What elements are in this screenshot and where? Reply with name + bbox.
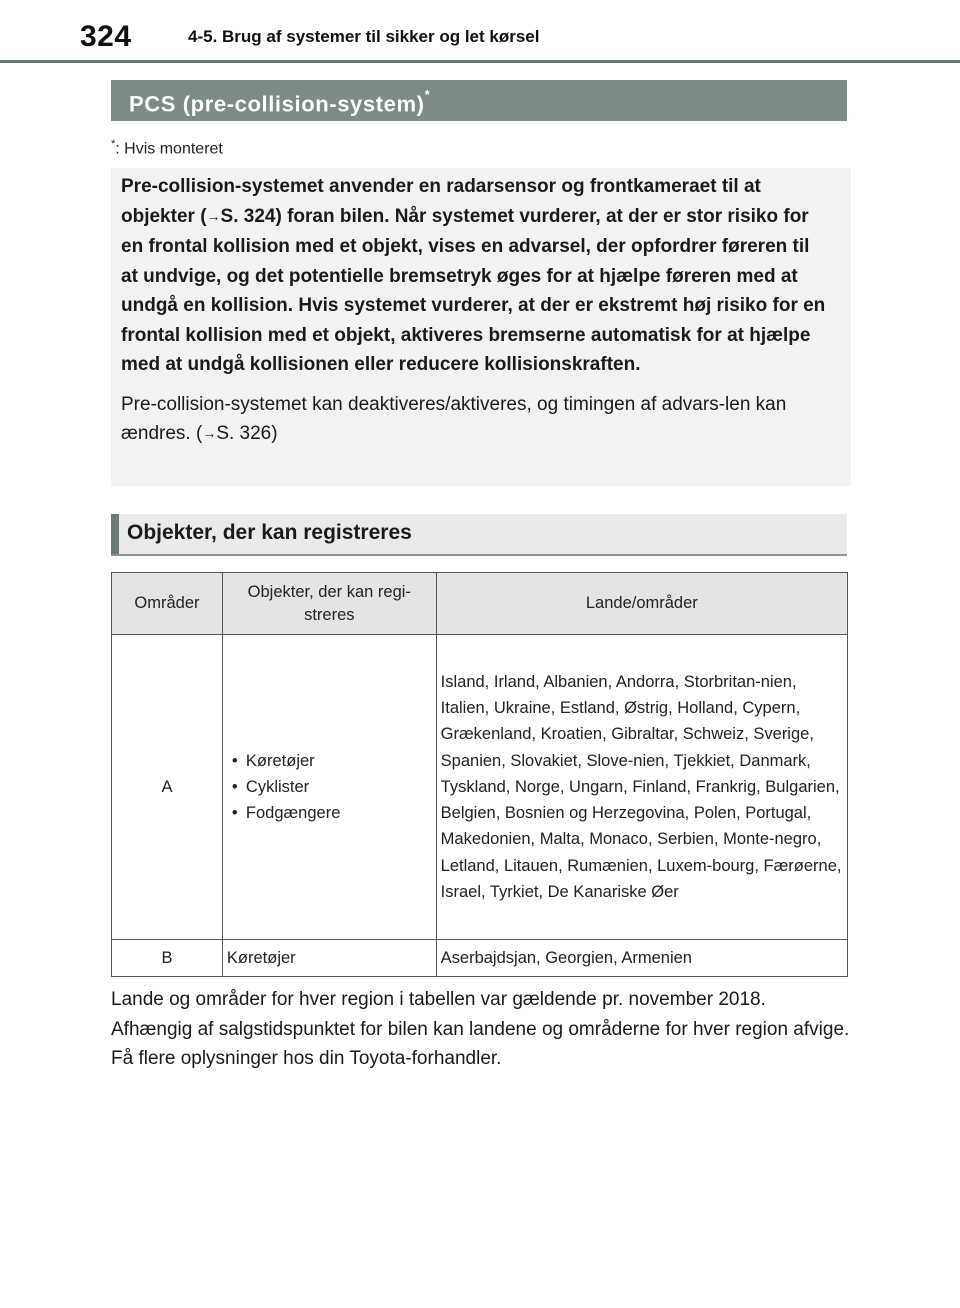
footnote-marker: * bbox=[111, 138, 116, 150]
page-number: 324 bbox=[80, 20, 132, 53]
intro-plain-paragraph bbox=[121, 390, 831, 450]
objects-list bbox=[224, 748, 435, 826]
intro-bold-text-1: Pre-collision-systemet anvender en radarsensor og frontkameraet til at objekter ( bbox=[121, 176, 761, 227]
column-header-areas: Områder bbox=[112, 573, 223, 635]
table-row bbox=[112, 940, 848, 977]
table-header-row bbox=[112, 573, 848, 635]
intro-bold-paragraph bbox=[121, 172, 831, 380]
intro-plain-text-2: ) bbox=[271, 423, 278, 444]
running-head: 4-5. Brug af systemer til sikker og let kørsel bbox=[188, 27, 540, 46]
footnote bbox=[111, 138, 223, 158]
area-cell: B bbox=[112, 940, 223, 977]
objects-cell: Køretøjer bbox=[222, 940, 436, 977]
regions-table bbox=[111, 572, 848, 977]
list-item bbox=[232, 800, 435, 826]
area-cell: A bbox=[112, 635, 223, 940]
closing-paragraph: Lande og områder for hver region i tabellen var gældende pr. november 2018. Afhængig af salgstidspunktet for bilen kan landene og områderne for hver region afvige. Få flere oplysninger hos din Toyota-forhandler. bbox=[111, 989, 850, 1069]
intro-plain-text-1: Pre-collision-systemet kan deaktiveres/aktiveres, og timingen af advars-len kan ændres. ( bbox=[121, 393, 787, 444]
section-heading: Objekter, der kan registreres bbox=[111, 514, 847, 556]
bullet-icon: • bbox=[231, 778, 238, 796]
page-ref-link[interactable]: S. 326 bbox=[216, 423, 272, 444]
arrow-icon: → bbox=[206, 207, 221, 224]
column-header-objects: Objekter, der kan regi-streres bbox=[222, 573, 436, 635]
list-item bbox=[232, 748, 435, 774]
table-row bbox=[112, 635, 848, 940]
list-item bbox=[232, 774, 435, 800]
footnote-text: : Hvis monteret bbox=[115, 140, 223, 158]
arrow-icon: → bbox=[202, 425, 217, 441]
banner-title: PCS (pre-collision-system) bbox=[129, 91, 425, 117]
countries-cell: Island, Irland, Albanien, Andorra, Storbritan-nien, Italien, Ukraine, Estland, Østrig, Holland, Cypern, Grækenland, Kroatien, Gibraltar, Schweiz, Sverige, Spanien, Slovakiet, Slove-nien, Tjekkiet, Danmark, Tyskland, Norge, Ungarn, Finland, Frankrig, Bulgarien, Belgien, Bosnien og Herzegovina, Polen, Portugal, Makedonien, Malta, Monaco, Serbien, Monte-negro, Letland, Litauen, Rumænien, Luxem-bourg, Færøerne, Israel, Tyrkiet, De Kanariske Øer bbox=[436, 635, 847, 940]
intro-bold-text-2: ) foran bilen. Når systemet vurderer, at der er stor risiko for en frontal kollision med et objekt, vises en advarsel, der opfordrer føreren til at undvige, og det potentielle bremsetryk øges for at hjælpe føreren med at undgå en kollision. Hvis systemet vurderer, at der er ekstremt høj risiko for en frontal kollision med et objekt, aktiveres bremserne automatisk for at hjælpe med at undgå kollisionen eller reducere kollisionskraften. bbox=[121, 205, 826, 375]
banner-marker: * bbox=[424, 87, 431, 102]
objects-cell bbox=[222, 635, 436, 940]
countries-cell: Aserbajdsjan, Georgien, Armenien bbox=[436, 940, 847, 977]
object-label: Køretøjer bbox=[245, 752, 315, 770]
bullet-icon: • bbox=[231, 752, 238, 770]
bullet-icon: • bbox=[231, 804, 238, 822]
object-label: Cyklister bbox=[245, 778, 310, 796]
object-label: Fodgængere bbox=[245, 804, 341, 822]
header-rule bbox=[0, 60, 960, 63]
page-ref-link[interactable]: S. 324 bbox=[220, 205, 276, 227]
section-banner bbox=[111, 80, 847, 121]
column-header-countries: Lande/områder bbox=[436, 573, 847, 635]
intro-box bbox=[111, 168, 851, 486]
